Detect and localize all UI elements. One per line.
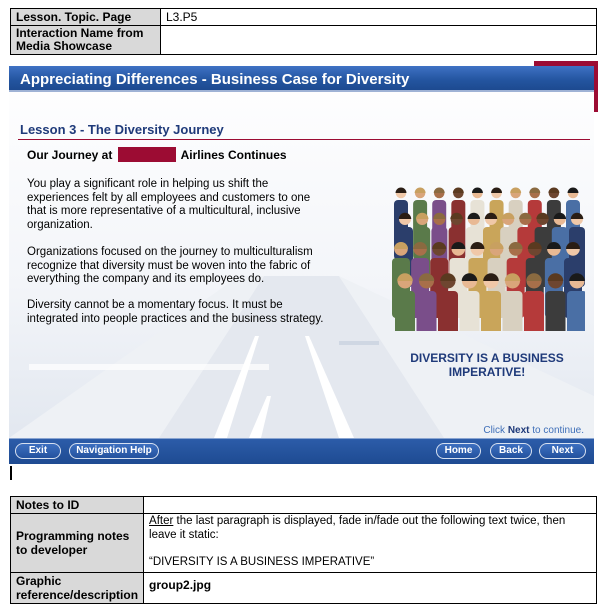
table-row: [11, 26, 597, 55]
navigation-bar: [9, 438, 594, 464]
imperative-callout: DIVERSITY IS A BUSINESS IMPERATIVE!: [410, 351, 564, 379]
crowd-person-body: [481, 291, 501, 331]
graphic-reference-label: Graphic reference/description: [11, 572, 144, 603]
interaction-name-label: Interaction Name from Media Showcase: [11, 26, 161, 55]
crowd-person-body: [567, 291, 585, 331]
crowd-person-body: [438, 291, 458, 331]
crowd-person-hair: [472, 188, 483, 193]
back-button[interactable]: Back: [490, 443, 532, 459]
lesson-topic-page-label: Lesson. Topic. Page: [11, 9, 161, 26]
click-suffix: to continue.: [532, 425, 584, 436]
exit-button[interactable]: Exit: [15, 443, 61, 459]
crowd-person-hair: [415, 188, 426, 193]
group-photo: [389, 171, 585, 331]
crowd-person-body: [524, 291, 544, 331]
lesson-title: Lesson 3 - The Diversity Journey: [20, 122, 224, 137]
click-next-word: Next: [507, 425, 530, 436]
click-next-hint: [483, 425, 584, 436]
crowd-person-hair: [434, 188, 445, 193]
interaction-name-value: [161, 26, 597, 55]
crowd-person-body: [460, 291, 480, 331]
crowd-person-body: [395, 291, 415, 331]
crowd-person-body: [546, 291, 566, 331]
section-heading: [27, 147, 287, 162]
paragraph-3: Diversity cannot be a momentary focus. It must be integrated into people practices and the business strategy.: [27, 299, 324, 325]
course-screen: [9, 66, 594, 464]
paragraph-2: Organizations focused on the journey to multiculturalism recognize that diversity must be woven into the fabric of everything the company and its employees do.: [27, 246, 313, 285]
crowd-person-body: [417, 291, 437, 331]
title-bar: [9, 66, 594, 92]
programming-notes-label: Programming notes to developer: [11, 514, 144, 573]
table-row: [11, 572, 597, 603]
crowd-person-hair: [568, 188, 579, 193]
notes-to-id-value: [144, 497, 597, 514]
notes-text: the last paragraph is displayed, fade in/fade out the following text twice, then leave it static:: [149, 515, 566, 541]
notes-to-id-label: Notes to ID: [11, 497, 144, 514]
notes-emphasis: After: [149, 515, 174, 527]
text-cursor: [10, 466, 12, 480]
table-row: [11, 497, 597, 514]
crowd-person-hair: [510, 188, 521, 193]
course-title: Appreciating Differences - Business Case for Diversity: [20, 71, 410, 88]
lesson-topic-page-value: L3.P5: [161, 9, 597, 26]
heading-prefix: Our Journey at: [27, 148, 113, 162]
programming-notes-value: [144, 514, 597, 573]
redacted-company-name: [118, 147, 176, 162]
lesson-title-rule: [18, 139, 590, 140]
navigation-help-button[interactable]: Navigation Help: [69, 443, 159, 459]
click-prefix: Click: [483, 425, 506, 436]
crowd-person-hair: [529, 188, 540, 193]
page-info-table: [10, 8, 597, 55]
crowd-person-hair: [396, 188, 407, 193]
crowd-person-hair: [453, 188, 464, 193]
crowd-person-body: [503, 291, 523, 331]
paragraph-1: You play a significant role in helping us shift the experiences felt by all employees and customers to one that is more representative of a multicultural, inclusive organization.: [27, 178, 311, 231]
graphic-reference-value: group2.jpg: [144, 572, 597, 603]
crowd-person-hair: [491, 188, 502, 193]
crowd-person-hair: [548, 188, 559, 193]
notes-quote: “DIVERSITY IS A BUSINESS IMPERATIVE”: [149, 556, 375, 568]
table-row: [11, 9, 597, 26]
home-button[interactable]: Home: [436, 443, 481, 459]
next-button[interactable]: Next: [539, 443, 586, 459]
table-row: [11, 514, 597, 573]
developer-notes-table: [10, 496, 597, 604]
heading-suffix: Airlines Continues: [180, 148, 287, 162]
